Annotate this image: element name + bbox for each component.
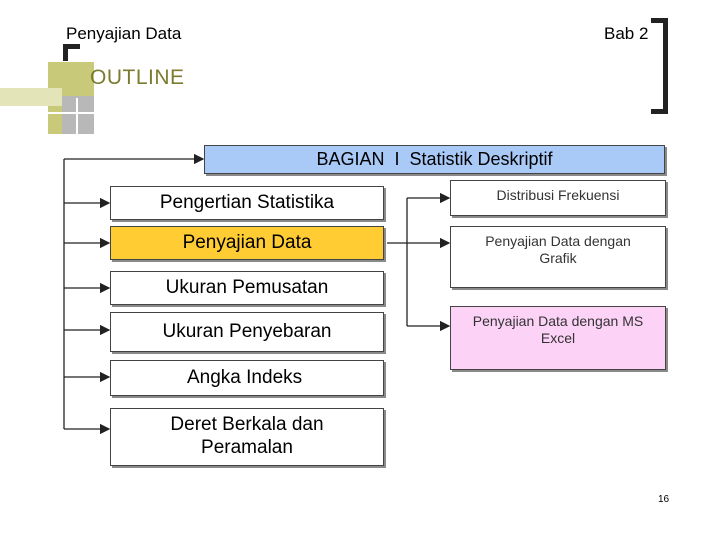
- outline-title: OUTLINE: [90, 66, 185, 89]
- header-chapter-title: Penyajian Data: [66, 24, 182, 43]
- outline-item-ukuran-penyebaran[interactable]: Ukuran Penyebaran: [110, 312, 384, 352]
- main-section-label: BAGIAN I Statistik Deskriptif: [316, 148, 553, 169]
- main-section-box: [204, 145, 665, 174]
- subitem-penyajian-data-excel[interactable]: Penyajian Data dengan MS Excel: [450, 306, 666, 370]
- header-chapter-number: Bab 2: [604, 24, 649, 43]
- outline-item-angka-indeks[interactable]: Angka Indeks: [110, 360, 384, 396]
- outline-item-deret-berkala[interactable]: Deret Berkala dan Peramalan: [110, 408, 384, 466]
- outline-item-pengertian-statistika[interactable]: Pengertian Statistika: [110, 186, 384, 220]
- page-number: 16: [658, 494, 670, 505]
- subitem-penyajian-data-grafik[interactable]: Penyajian Data dengan Grafik: [450, 226, 666, 288]
- subitem-distribusi-frekuensi[interactable]: Distribusi Frekuensi: [450, 180, 666, 216]
- outline-item-penyajian-data[interactable]: Penyajian Data: [110, 226, 384, 260]
- outline-item-ukuran-pemusatan[interactable]: Ukuran Pemusatan: [110, 271, 384, 305]
